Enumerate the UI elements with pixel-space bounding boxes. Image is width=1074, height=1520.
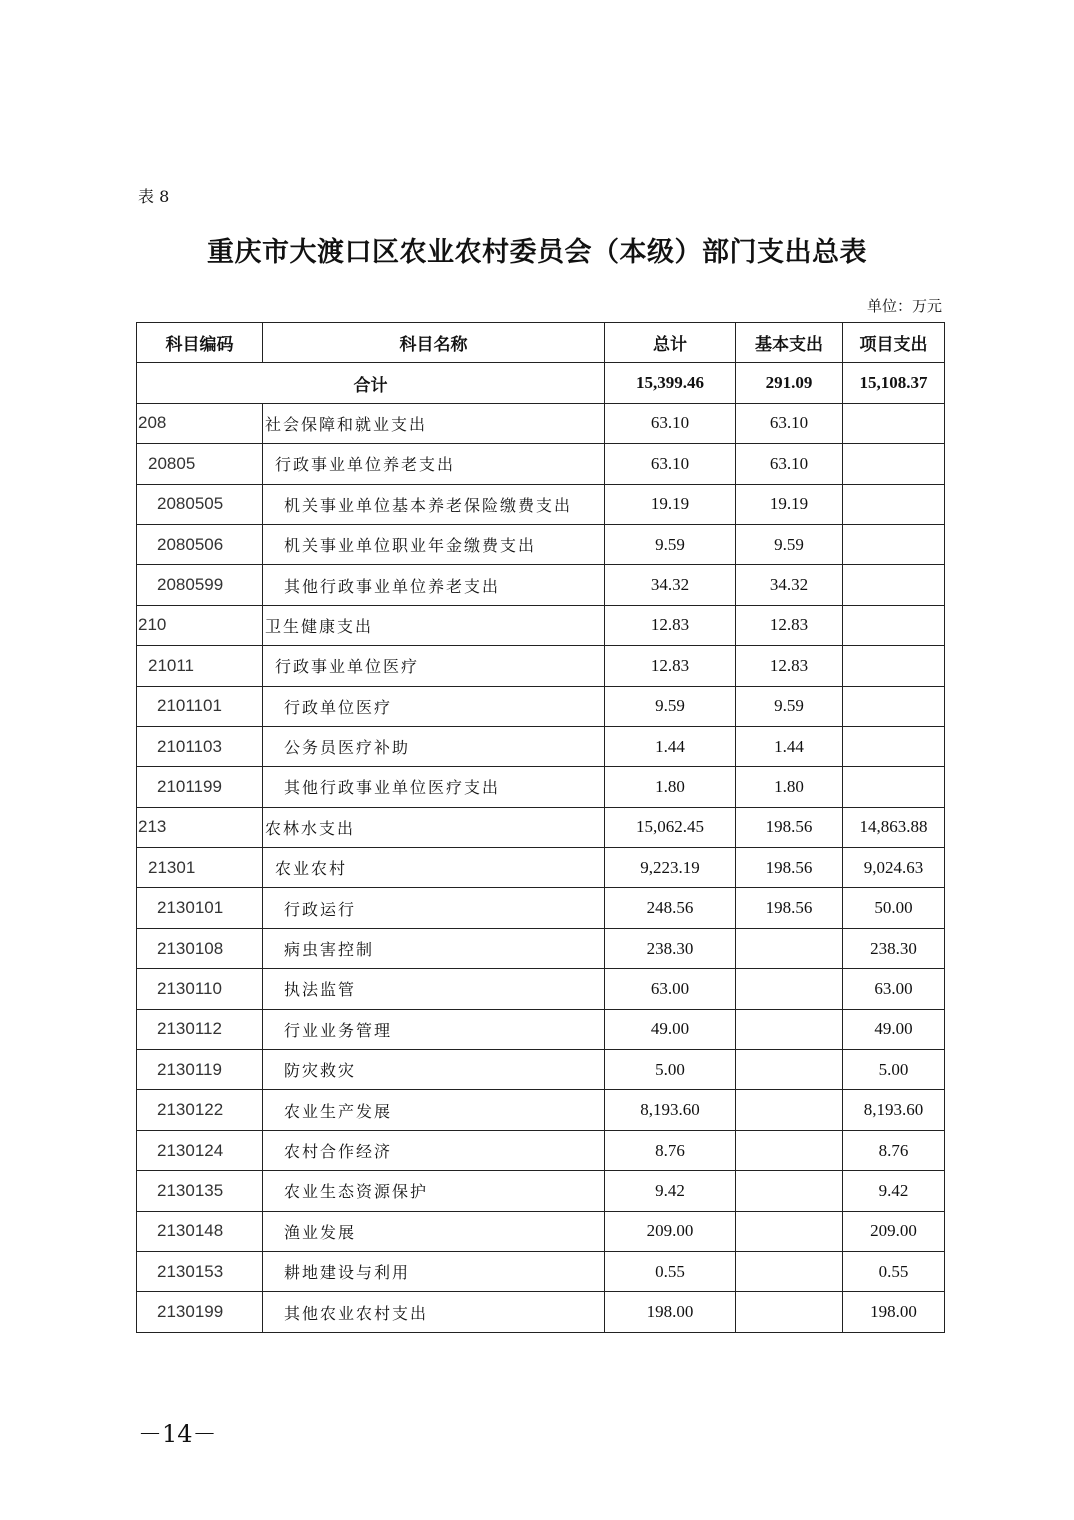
row-project: 50.00 xyxy=(843,888,945,928)
row-basic: 1.80 xyxy=(736,767,843,807)
row-code: 213 xyxy=(137,807,263,847)
table-number: 表 8 xyxy=(138,187,170,206)
table-row xyxy=(137,1171,945,1211)
row-code: 2130101 xyxy=(137,888,263,928)
row-code: 2130110 xyxy=(137,969,263,1009)
row-name: 行业业务管理 xyxy=(263,1009,605,1049)
row-project: 14,863.88 xyxy=(843,807,945,847)
row-basic xyxy=(736,1171,843,1211)
table-row xyxy=(137,1050,945,1090)
row-basic xyxy=(736,1090,843,1130)
table-row xyxy=(137,646,945,686)
row-code: 20805 xyxy=(137,444,263,484)
row-basic xyxy=(736,969,843,1009)
row-name: 病虫害控制 xyxy=(263,928,605,968)
row-code: 208 xyxy=(137,403,263,443)
row-basic xyxy=(736,1211,843,1251)
row-code: 2101199 xyxy=(137,767,263,807)
header-total: 总计 xyxy=(605,323,736,363)
table-row xyxy=(137,807,945,847)
row-name: 耕地建设与利用 xyxy=(263,1251,605,1291)
table-row xyxy=(137,686,945,726)
row-name: 防灾救灾 xyxy=(263,1050,605,1090)
table-row xyxy=(137,1009,945,1049)
row-name: 执法监管 xyxy=(263,969,605,1009)
header-name: 科目名称 xyxy=(263,323,605,363)
table-row xyxy=(137,1211,945,1251)
row-project: 8,193.60 xyxy=(843,1090,945,1130)
row-total: 63.00 xyxy=(605,969,736,1009)
row-code: 2080505 xyxy=(137,484,263,524)
row-project: 49.00 xyxy=(843,1009,945,1049)
row-name: 其他行政事业单位养老支出 xyxy=(263,565,605,605)
row-total: 19.19 xyxy=(605,484,736,524)
row-basic: 9.59 xyxy=(736,686,843,726)
row-project: 5.00 xyxy=(843,1050,945,1090)
row-total: 248.56 xyxy=(605,888,736,928)
row-project: 238.30 xyxy=(843,928,945,968)
table-row xyxy=(137,565,945,605)
row-code: 2130112 xyxy=(137,1009,263,1049)
table-row xyxy=(137,1292,945,1332)
total-project: 15,108.37 xyxy=(843,363,945,403)
row-total: 8.76 xyxy=(605,1130,736,1170)
page-title: 重庆市大渡口区农业农村委员会（本级）部门支出总表 xyxy=(207,237,867,268)
row-project xyxy=(843,646,945,686)
row-basic: 12.83 xyxy=(736,646,843,686)
table-row xyxy=(137,444,945,484)
table-row xyxy=(137,524,945,564)
row-name: 农业生态资源保护 xyxy=(263,1171,605,1211)
row-total: 49.00 xyxy=(605,1009,736,1049)
row-total: 198.00 xyxy=(605,1292,736,1332)
row-name: 行政单位医疗 xyxy=(263,686,605,726)
row-code: 2130135 xyxy=(137,1171,263,1211)
row-basic xyxy=(736,928,843,968)
row-total: 1.44 xyxy=(605,726,736,766)
row-project: 198.00 xyxy=(843,1292,945,1332)
row-project: 9,024.63 xyxy=(843,848,945,888)
total-row xyxy=(137,363,945,403)
row-total: 15,062.45 xyxy=(605,807,736,847)
table-row xyxy=(137,1130,945,1170)
row-code: 2130119 xyxy=(137,1050,263,1090)
row-project: 209.00 xyxy=(843,1211,945,1251)
row-code: 2130122 xyxy=(137,1090,263,1130)
table-row xyxy=(137,1251,945,1291)
header-basic: 基本支出 xyxy=(736,323,843,363)
row-project xyxy=(843,565,945,605)
table-row xyxy=(137,848,945,888)
row-project: 63.00 xyxy=(843,969,945,1009)
row-code: 2101103 xyxy=(137,726,263,766)
row-name: 公务员医疗补助 xyxy=(263,726,605,766)
row-name: 行政运行 xyxy=(263,888,605,928)
row-name: 农村合作经济 xyxy=(263,1130,605,1170)
row-basic: 12.83 xyxy=(736,605,843,645)
row-total: 8,193.60 xyxy=(605,1090,736,1130)
table-row xyxy=(137,888,945,928)
total-label: 合计 xyxy=(137,363,605,403)
row-basic: 198.56 xyxy=(736,807,843,847)
row-code: 2101101 xyxy=(137,686,263,726)
header-project: 项目支出 xyxy=(843,323,945,363)
row-basic xyxy=(736,1050,843,1090)
row-total: 9.59 xyxy=(605,686,736,726)
row-name: 行政事业单位医疗 xyxy=(263,646,605,686)
row-project xyxy=(843,767,945,807)
row-basic xyxy=(736,1251,843,1291)
row-code: 2130124 xyxy=(137,1130,263,1170)
table-row xyxy=(137,726,945,766)
row-basic: 34.32 xyxy=(736,565,843,605)
row-code: 210 xyxy=(137,605,263,645)
row-name: 渔业发展 xyxy=(263,1211,605,1251)
row-project: 9.42 xyxy=(843,1171,945,1211)
table-row xyxy=(137,928,945,968)
header-code: 科目编码 xyxy=(137,323,263,363)
row-code: 2080506 xyxy=(137,524,263,564)
row-project: 0.55 xyxy=(843,1251,945,1291)
row-total: 209.00 xyxy=(605,1211,736,1251)
row-basic: 1.44 xyxy=(736,726,843,766)
row-name: 农林水支出 xyxy=(263,807,605,847)
row-name: 农业农村 xyxy=(263,848,605,888)
row-basic: 198.56 xyxy=(736,848,843,888)
row-name: 机关事业单位基本养老保险缴费支出 xyxy=(263,484,605,524)
row-name: 卫生健康支出 xyxy=(263,605,605,645)
row-total: 34.32 xyxy=(605,565,736,605)
row-total: 5.00 xyxy=(605,1050,736,1090)
row-basic xyxy=(736,1009,843,1049)
table-row xyxy=(137,969,945,1009)
row-code: 21011 xyxy=(137,646,263,686)
total-basic: 291.09 xyxy=(736,363,843,403)
row-name: 机关事业单位职业年金缴费支出 xyxy=(263,524,605,564)
row-code: 2130108 xyxy=(137,928,263,968)
row-total: 63.10 xyxy=(605,444,736,484)
row-total: 9,223.19 xyxy=(605,848,736,888)
row-basic: 198.56 xyxy=(736,888,843,928)
unit-label: 单位：万元 xyxy=(866,297,942,315)
table-row xyxy=(137,1090,945,1130)
row-code: 2130199 xyxy=(137,1292,263,1332)
table-row xyxy=(137,403,945,443)
row-total: 9.59 xyxy=(605,524,736,564)
row-basic: 9.59 xyxy=(736,524,843,564)
row-total: 12.83 xyxy=(605,605,736,645)
row-name: 行政事业单位养老支出 xyxy=(263,444,605,484)
row-name: 其他行政事业单位医疗支出 xyxy=(263,767,605,807)
row-name: 社会保障和就业支出 xyxy=(263,403,605,443)
table-row xyxy=(137,767,945,807)
row-basic: 19.19 xyxy=(736,484,843,524)
total-sum: 15,399.46 xyxy=(605,363,736,403)
row-total: 12.83 xyxy=(605,646,736,686)
row-basic: 63.10 xyxy=(736,444,843,484)
row-project xyxy=(843,686,945,726)
row-basic xyxy=(736,1292,843,1332)
row-project xyxy=(843,484,945,524)
row-total: 0.55 xyxy=(605,1251,736,1291)
row-code: 21301 xyxy=(137,848,263,888)
table-row xyxy=(137,605,945,645)
table-row xyxy=(137,484,945,524)
row-total: 1.80 xyxy=(605,767,736,807)
row-total: 9.42 xyxy=(605,1171,736,1211)
row-code: 2080599 xyxy=(137,565,263,605)
header-row xyxy=(137,323,945,363)
row-basic xyxy=(736,1130,843,1170)
row-code: 2130153 xyxy=(137,1251,263,1291)
row-total: 238.30 xyxy=(605,928,736,968)
row-project xyxy=(843,726,945,766)
page-number: －14－ xyxy=(138,1420,217,1448)
row-code: 2130148 xyxy=(137,1211,263,1251)
row-project: 8.76 xyxy=(843,1130,945,1170)
row-name: 其他农业农村支出 xyxy=(263,1292,605,1332)
expenditure-table xyxy=(136,322,945,1333)
row-project xyxy=(843,403,945,443)
row-project xyxy=(843,524,945,564)
row-name: 农业生产发展 xyxy=(263,1090,605,1130)
row-total: 63.10 xyxy=(605,403,736,443)
row-basic: 63.10 xyxy=(736,403,843,443)
row-project xyxy=(843,444,945,484)
row-project xyxy=(843,605,945,645)
